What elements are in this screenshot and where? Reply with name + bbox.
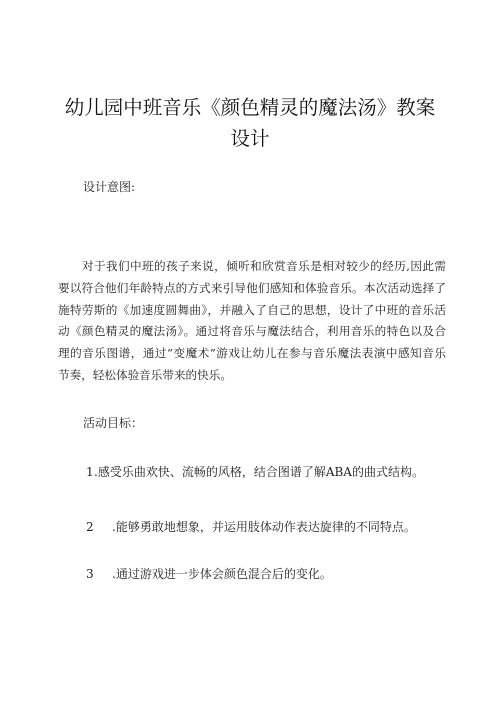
paragraph-line: 对于我们中班的孩子来说，倾听和欣赏音乐是相对较少的经历,因此需 [82,259,446,273]
objective-text: .通过游戏进一步体会颜色混合后的变化。 [112,567,332,581]
paragraph-line: 施特劳斯的《加速度圆舞曲》，并融入了自己的思想，设计了中班的音乐活 [58,302,446,317]
objective-number: 3 [86,567,94,581]
objective-text: .能够勇敢地想象，并运用肢体动作表达旋律的不同特点。 [112,520,416,534]
objective-number: 1 [86,465,94,479]
paragraph-line: 理的音乐图谱，通过“变魔术”游戏让幼儿在参与音乐魔法表演中感知音乐 [58,346,446,361]
objective-item-1 [86,464,424,480]
objective-item-3 [86,566,332,582]
design-intent-paragraph [58,256,446,387]
design-intent-label: 设计意图: [83,180,136,194]
objective-item-2 [86,519,416,535]
document-title-line-2: 设计 [230,127,270,150]
paragraph-line: 动《颜色精灵的魔法汤》。通过将音乐与魔法结合，利用音乐的特色以及合 [58,324,446,339]
paragraph-line: 要以符合他们年龄特点的方式来引导他们感知和体验音乐。本次活动选择了 [58,280,446,295]
paragraph-line: 节奏，轻松体验音乐带来的快乐。 [58,367,232,382]
document-title-line-1: 幼儿园中班音乐《颜色精灵的魔法汤》教案 [64,96,436,119]
objective-number: 2 [86,520,94,534]
objective-text: .感受乐曲欢快、流畅的风格，结合图谱了解ABA的曲式结构。 [94,465,424,479]
objectives-label: 活动目标： [83,416,144,430]
